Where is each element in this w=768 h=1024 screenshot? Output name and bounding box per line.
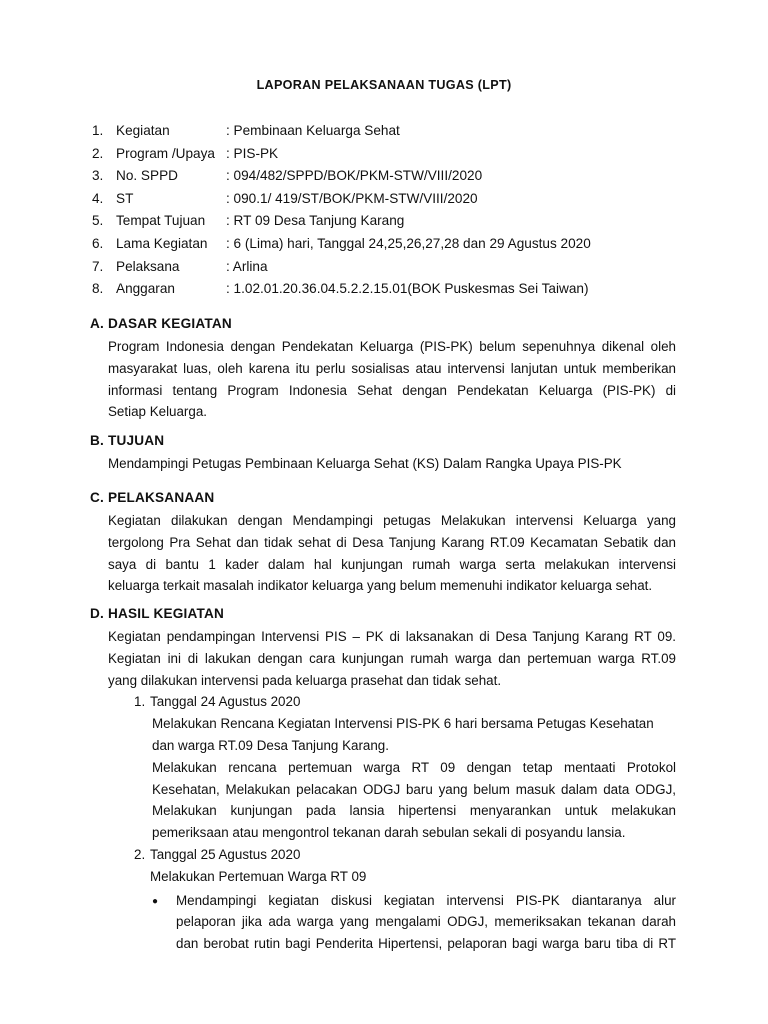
section-heading: D. HASIL KEGIATAN	[90, 606, 225, 621]
list-item-subheading	[150, 866, 674, 888]
info-value: : PIS-PK	[226, 145, 279, 161]
list-item-line: Melakukan kunjungan pada lansia hipertensi menyarankan untuk melakukan	[152, 803, 676, 819]
section-dasar-kegiatan	[90, 312, 690, 423]
list-item-line: pemeriksaan atau mengontrol tekanan darah sebulan sekali di posyandu lansia.	[152, 825, 626, 841]
info-label: Anggaran	[116, 281, 175, 297]
paragraph-line: Setiap Keluarga.	[108, 404, 208, 420]
info-label: Kegiatan	[116, 123, 170, 138]
info-label: Program /Upaya	[116, 145, 215, 161]
section-paragraph	[108, 336, 676, 423]
info-row-st	[92, 188, 692, 211]
info-label: Tempat Tujuan	[116, 213, 206, 229]
info-number: 6.	[92, 235, 104, 251]
section-tujuan	[90, 429, 690, 475]
paragraph-line: Kegiatan dilakukan dengan Mendampingi petugas Melakukan intervensi Keluarga yang	[108, 513, 676, 528]
list-item-body	[152, 713, 676, 844]
section-heading: C. PELAKSANAAN	[90, 490, 215, 505]
list-item-number: 2.	[134, 846, 146, 862]
info-row-pelaksana	[92, 256, 692, 279]
bullet-list	[152, 890, 676, 955]
section-heading: A. DASAR KEGIATAN	[90, 316, 232, 331]
info-row-program	[92, 143, 692, 166]
info-number: 3.	[92, 168, 104, 184]
bullet-line: pelaporan jika ada warga yang mengalami ODGJ, memeriksakan tekanan darah	[176, 914, 676, 930]
bullet-text	[176, 890, 676, 955]
paragraph-line: Kegiatan ini di lakukan dengan cara kunjungan rumah warga dan pertemuan warga RT.09	[108, 650, 676, 666]
info-row-sppd	[92, 165, 692, 188]
paragraph-line: yang dilakukan intervensi pada keluarga prasehat dan tidak sehat.	[108, 672, 502, 688]
list-item-line: dan warga RT.09 Desa Tanjung Karang.	[152, 737, 389, 753]
section-heading: B. TUJUAN	[90, 433, 165, 448]
section-hasil-kegiatan	[90, 602, 690, 955]
info-number: 5.	[92, 213, 104, 229]
section-paragraph	[108, 510, 676, 597]
info-value: : 1.02.01.20.36.04.5.2.2.15.01(BOK Puskesmas Sei Taiwan)	[226, 281, 589, 297]
bullet-line: dan berobat rutin bagi Penderita Hipertensi, pelaporan bagi warga baru tiba di RT	[176, 936, 676, 952]
info-label: Pelaksana	[116, 258, 180, 274]
list-item-heading	[134, 691, 690, 713]
info-number: 4.	[92, 190, 104, 206]
list-item-heading	[134, 844, 690, 866]
list-item-date: Tanggal 25 Agustus 2020	[150, 846, 301, 862]
paragraph-line: Kegiatan pendampingan Intervensi PIS – PK di laksanakan di Desa Tanjung Karang RT 09.	[108, 629, 676, 644]
info-row-kegiatan	[92, 120, 692, 143]
list-item-line: Melakukan Pertemuan Warga RT 09	[150, 868, 367, 884]
info-value: : Arlina	[226, 258, 268, 274]
list-item-date: Tanggal 24 Agustus 2020	[150, 694, 301, 710]
bullet-icon: ●	[152, 895, 159, 907]
info-number: 8.	[92, 281, 104, 297]
info-value: : Pembinaan Keluarga Sehat	[226, 123, 400, 138]
info-label: No. SPPD	[116, 168, 178, 184]
paragraph-line: Program Indonesia dengan Pendekatan Keluarga (PIS-PK) belum sepenuhnya dikenal oleh	[108, 339, 676, 354]
section-paragraph	[108, 626, 676, 691]
paragraph-line: keluarga terkait masalah indikator keluarga yang belum memenuhi indikator keluarga sehat.	[108, 578, 653, 594]
info-number: 2.	[92, 145, 104, 161]
section-pelaksanaan	[90, 486, 690, 597]
info-number: 7.	[92, 258, 104, 274]
paragraph-line: tergolong Pra Sehat dan tidak sehat di Desa Tanjung Karang RT.09 Kecamatan Sebatik dan	[108, 534, 676, 550]
info-value: : 6 (Lima) hari, Tanggal 24,25,26,27,28 dan 29 Agustus 2020	[226, 235, 591, 251]
paragraph-line: saya di bantu 1 kader dalam hal kunjungan rumah warga serta melakukan intervensi	[108, 556, 676, 572]
list-item-line: Melakukan rencana pertemuan warga RT 09 dengan tetap mentaati Protokol	[152, 759, 676, 775]
list-item-line: Kesehatan, Melakukan pelacakan ODGJ baru yang belum masuk dalam data ODGJ,	[152, 781, 676, 797]
info-row-tempat	[92, 210, 692, 233]
info-value: : RT 09 Desa Tanjung Karang	[226, 213, 405, 229]
results-list	[90, 691, 690, 955]
section-paragraph	[108, 453, 676, 475]
bullet-item	[152, 890, 676, 955]
paragraph-line: Mendampingi Petugas Pembinaan Keluarga Sehat (KS) Dalam Rangka Upaya PIS-PK	[108, 456, 622, 471]
info-row-anggaran	[92, 278, 692, 301]
paragraph-line: masyarakat luas, oleh karena itu perlu sosialisas atau intervensi lanjutan untuk memberikan	[108, 360, 676, 376]
info-row-lama	[92, 233, 692, 256]
info-value: : 090.1/ 419/ST/BOK/PKM-STW/VIII/2020	[226, 190, 478, 206]
list-item-number: 1.	[134, 694, 146, 710]
info-label: ST	[116, 190, 134, 206]
info-label: Lama Kegiatan	[116, 235, 208, 251]
info-number: 1.	[92, 123, 104, 138]
info-value: : 094/482/SPPD/BOK/PKM-STW/VIII/2020	[226, 168, 483, 184]
report-title: LAPORAN PELAKSANAAN TUGAS (LPT)	[256, 78, 512, 92]
info-list	[92, 120, 692, 301]
paragraph-line: informasi tentang Program Indonesia Sehat dengan Pendekatan Keluarga (PIS-PK) di	[108, 382, 676, 398]
list-item-line: Melakukan Rencana Kegiatan Intervensi PIS-PK 6 hari bersama Petugas Kesehatan	[152, 716, 654, 732]
bullet-line: Mendampingi kegiatan diskusi kegiatan intervensi PIS-PK diantaranya alur	[176, 892, 676, 908]
